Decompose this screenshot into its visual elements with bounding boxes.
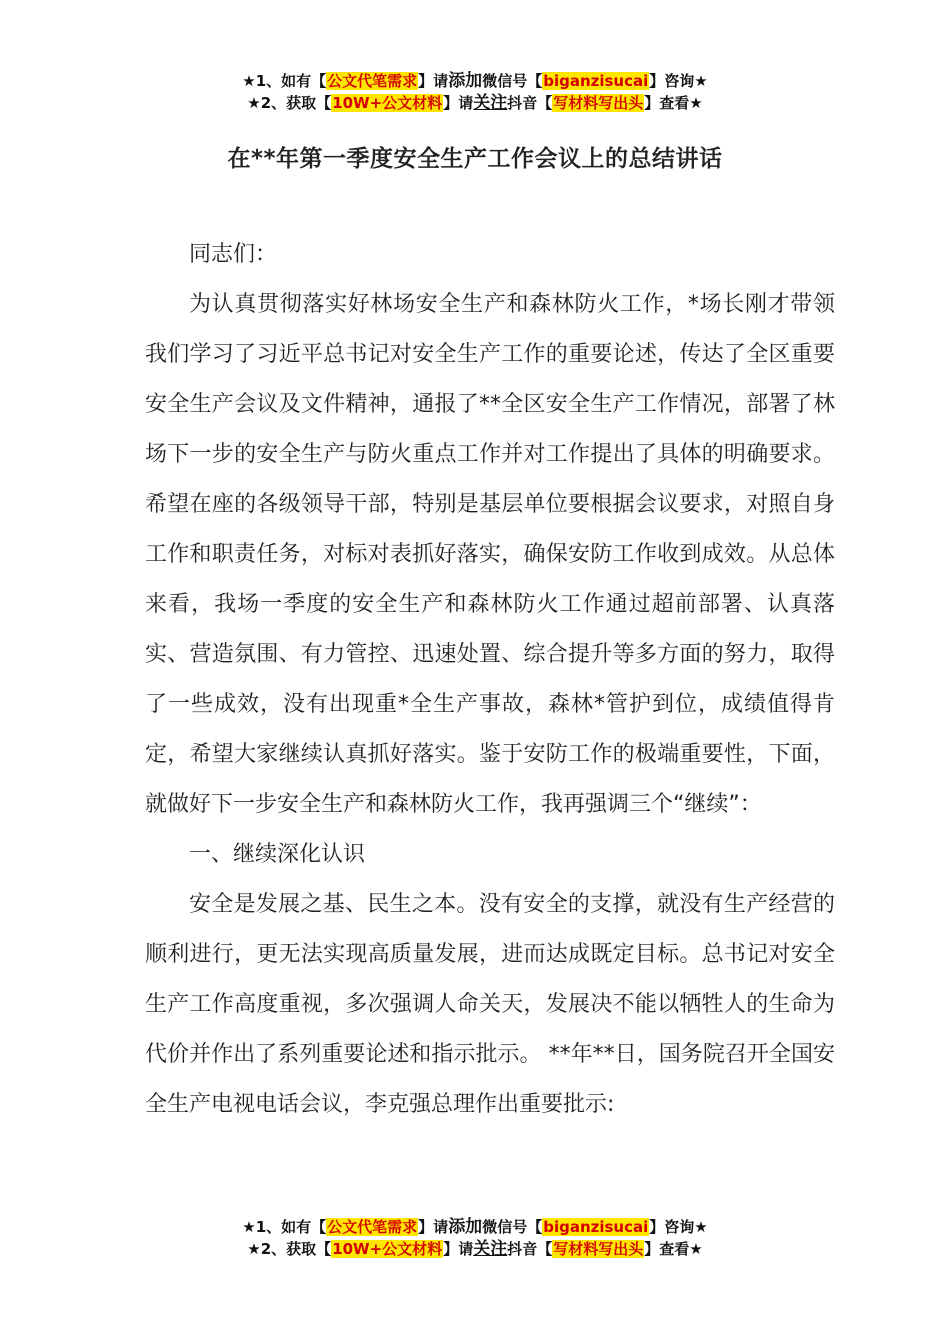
promo-highlight: 10W+公文材料 xyxy=(332,94,443,112)
promo-highlight: 公文代笔需求 xyxy=(327,72,418,90)
promo-banner-bottom xyxy=(0,1216,950,1260)
document-title: 在**年第一季度安全生产工作会议上的总结讲话 xyxy=(227,146,723,172)
document-body xyxy=(145,230,835,1130)
paragraph: 为认真贯彻落实好林场安全生产和森林防火工作，*场长刚才带领我们学习了习近平总书记对安全生产工作的重要论述，传达了全区重要安全生产会议及文件精神，通报了**全区安全生产工作情况，部署了林场下一步的安全生产与防火重点工作并对工作提出了具体的明确要求。希望在座的各级领导干部，特别是基层单位要根据会议要求，对照自身工作和职责任务，对标对表抓好落实，确保安防工作收到成效。从总体来看，我场一季度的安全生产和森林防火工作通过超前部署、认真落实、营造氛围、有力管控、迅速处置、综合提升等多方面的努力，取得了一些成效，没有出现重*全生产事故，森林*管护到位，成绩值得肯定，希望大家继续认真抓好落实。鉴于安防工作的极端重要性，下面，就做好下一步安全生产和森林防火工作，我再强调三个“继续”： xyxy=(145,292,835,817)
promo-line-2: ★2、获取【10W+公文材料】请关注抖音【写材料写出头】查看★ xyxy=(247,1239,703,1259)
salutation: 同志们： xyxy=(189,242,278,267)
paragraph: 安全是发展之基、民生之本。没有安全的支撑，就没有生产经营的顺利进行，更无法实现高质量发展，进而达成既定目标。总书记对安全生产工作高度重视，多次强调人命关天，发展决不能以牺牲人的生命为代价并作出了系列重要论述和指示批示。 **年**日，国务院召开全国安全生产电视电话会议，李克强总理作出重要批示: xyxy=(145,892,835,1117)
section-heading: 一、继续深化认识 xyxy=(189,842,366,867)
promo-highlight: 公文代笔需求 xyxy=(327,1218,418,1236)
wechat-id: biganzisucai xyxy=(543,72,649,90)
douyin-id: 写材料写出头 xyxy=(553,94,644,112)
promo-banner-top xyxy=(0,70,950,114)
promo-highlight: 10W+公文材料 xyxy=(332,1240,443,1258)
promo-line-2: ★2、获取【10W+公文材料】请关注抖音【写材料写出头】查看★ xyxy=(247,93,703,113)
promo-line-1: ★1、如有【公文代笔需求】请添加微信号【biganzisucai】咨询★ xyxy=(242,71,708,91)
douyin-id: 写材料写出头 xyxy=(553,1240,644,1258)
promo-line-1: ★1、如有【公文代笔需求】请添加微信号【biganzisucai】咨询★ xyxy=(242,1217,708,1237)
wechat-id: biganzisucai xyxy=(543,1218,649,1236)
